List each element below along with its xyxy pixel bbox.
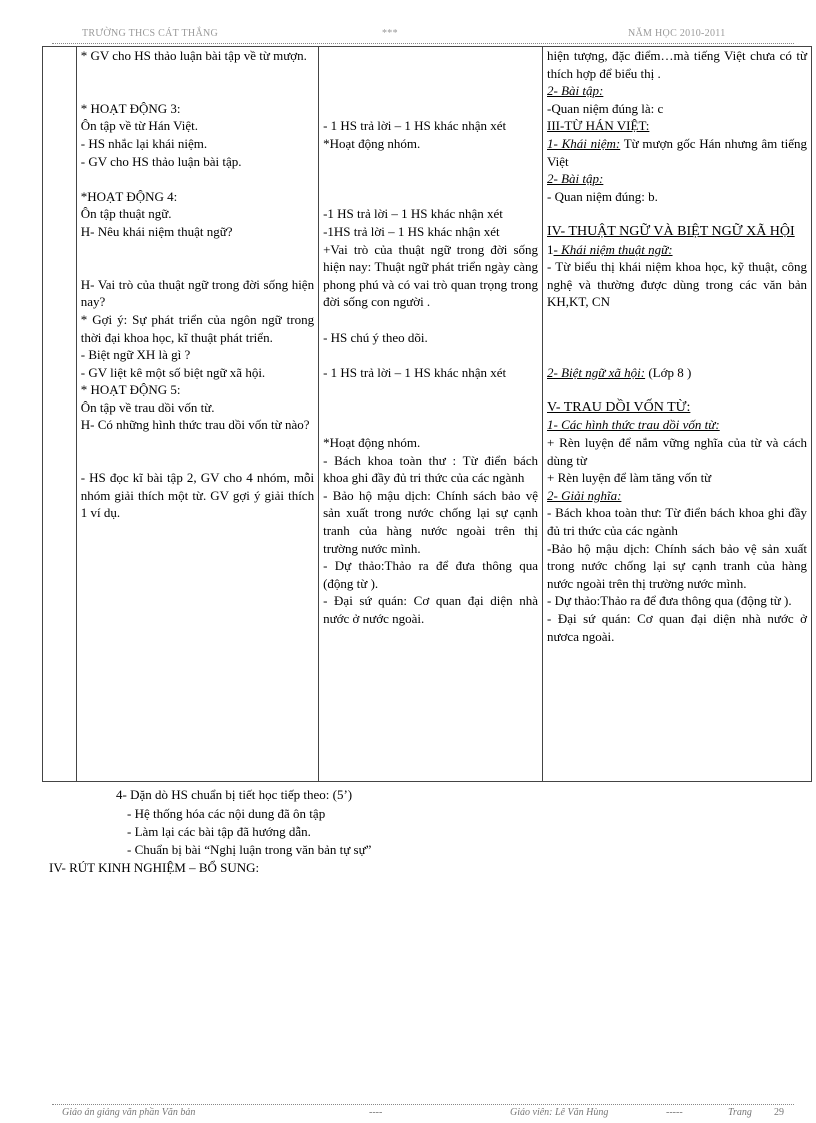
list-item: Ôn tập về trau dồi vốn từ.: [80, 399, 215, 415]
page-number: 29: [774, 1107, 784, 1118]
list-item: -Quan niệm đúng là: c: [547, 100, 664, 116]
table-row: [43, 47, 812, 782]
list-item: -1HS trả lời – 1 HS khác nhận xét: [323, 223, 500, 239]
list-item: - Bách khoa toàn thư: Từ điển bách khoa ghi đầy đủ tri thức của các ngành: [547, 505, 807, 539]
footer-divider: [52, 1104, 794, 1105]
list-item: - Chuẩn bị bài “Nghị luận trong văn bản tự sự”: [127, 842, 372, 857]
question: - Biệt ngữ XH là gì ?: [80, 347, 191, 363]
list-item: [547, 135, 807, 170]
activity-heading: * HOẠT ĐỘNG 5:: [80, 382, 181, 398]
question: H- Có những hình thức trau dồi vốn từ nào?: [80, 417, 310, 433]
teacher-activity-cell: [76, 47, 318, 782]
list-item: - 1 HS trả lời – 1 HS khác nhận xét: [323, 364, 507, 380]
list-item: - 1 HS trả lời – 1 HS khác nhận xét: [323, 118, 507, 134]
question: H- Vai trò của thuật ngữ trong đời sống hiện nay?: [80, 276, 315, 310]
subheading: 2- Bài tập:: [547, 171, 604, 187]
list-item: - Đại sứ quán: Cơ quan đại diện nhà nước ở nươca ngoài.: [547, 611, 807, 644]
footer-page-label: Trang: [728, 1107, 752, 1118]
subheading: 2- Biệt ngữ xã hội:: [547, 364, 646, 380]
footer-teacher: Giáo viên: Lê Văn Hùng: [510, 1107, 609, 1118]
page-header: [60, 28, 790, 44]
list-item: - Từ biểu thị khái niệm khoa học, kỹ thuật, công nghệ và thường được dùng trong các văn bản KH,KT, CN: [547, 259, 807, 310]
activity-heading: * HOẠT ĐỘNG 3:: [80, 100, 181, 116]
footer-dash: ----: [369, 1107, 383, 1118]
list-item: + Rèn luyện để nắm vững nghĩa của từ và cách dùng từ: [547, 435, 807, 468]
list-item: - Bảo hộ mậu dịch: Chính sách bảo vệ sản xuất trong nước chống lại sự cạnh tranh của hàng nước ngoài trên thị trường nước mình.: [323, 487, 539, 556]
list-item: - Hệ thống hóa các nội dung đã ôn tập: [127, 806, 326, 821]
list-item: [547, 241, 807, 259]
subheading: 2- Bài tập:: [547, 83, 604, 99]
subheading: 2- Giải nghĩa:: [547, 487, 622, 503]
hint: * Gợi ý: Sự phát triển của ngôn ngữ trong thời đại khoa học, kĩ thuật phát triển.: [80, 311, 315, 345]
homework-title: 4- Dặn dò HS chuẩn bị tiết học tiếp theo: (5’): [116, 787, 353, 802]
subheading: 1- Khái niệm:: [547, 135, 621, 151]
page-footer: [60, 1107, 790, 1121]
subheading-number: 1: [547, 241, 554, 257]
list-item: - HS đọc kĩ bài tập 2, GV cho 4 nhóm, mỗi nhóm giải thích một từ. GV gợi ý giải thích 1 ví dụ.: [80, 470, 315, 521]
list-item: +Vai trò của thuật ngữ trong đời sống hiện nay: Thuật ngữ phát triển ngày càng phong phú và có vai trò quan trọng trong đời sống con người .: [323, 241, 539, 310]
school-year: NĂM HỌC 2010-2011: [628, 28, 726, 39]
header-stars: ***: [382, 28, 398, 39]
section-heading: III-TỪ HÁN VIỆT:: [547, 118, 650, 134]
footer-title: Giáo án giảng văn phần Văn bản: [62, 1107, 196, 1118]
list-item: - Làm lại các bài tập đã hướng dẫn.: [127, 824, 311, 839]
list-item: - HS chú ý theo dõi.: [323, 329, 428, 345]
section-heading: IV- THUẬT NGỮ VÀ BIỆT NGỮ XÃ HỘI: [547, 223, 795, 239]
student-activity-cell: [319, 47, 543, 782]
list-item: + Rèn luyện để làm tăng vốn từ: [547, 470, 712, 486]
question: H- Nêu khái niệm thuật ngữ?: [80, 223, 233, 239]
list-item: - Quan niệm đúng: b.: [547, 188, 658, 204]
list-item: -1 HS trả lời – 1 HS khác nhận xét: [323, 206, 503, 222]
list-item: *Hoạt động nhóm.: [323, 435, 421, 451]
empty-cell: [43, 47, 77, 782]
section-heading: IV- RÚT KINH NGHIỆM – BỔ SUNG:: [49, 860, 260, 875]
list-item: * GV cho HS thảo luận bài tập về từ mượn.: [80, 48, 307, 63]
definition-text: Từ mượn gốc Hán nhưng âm tiếng Việt: [547, 135, 807, 169]
list-item: Ôn tập về từ Hán Việt.: [80, 118, 198, 134]
subheading: - Khái niệm thuật ngữ:: [553, 241, 673, 257]
list-item: - Dự thảo:Thảo ra để đưa thông qua (động từ ).: [547, 593, 792, 609]
list-item: - GV liệt kê một số biệt ngữ xã hội.: [80, 364, 266, 380]
school-name: TRƯỜNG THCS CÁT THẮNG: [82, 28, 219, 39]
list-item: *Hoạt động nhóm.: [323, 135, 421, 151]
note-text: (Lớp 8 ): [645, 364, 692, 380]
section-heading: V- TRAU DỒI VỐN TỪ:: [547, 399, 691, 415]
list-item: -Bảo hộ mậu dịch: Chính sách bảo vệ sản xuất trong nước chống lại sự cạnh tranh của hàng nước ngoài trên thị trường nước mình.: [547, 540, 807, 591]
subheading: 1- Các hình thức trau dồi vốn từ:: [547, 417, 720, 433]
header-divider: [52, 43, 794, 44]
list-item: hiện tượng, đặc điểm…mà tiếng Việt chưa có từ thích hợp để biểu thị .: [547, 48, 807, 81]
list-item: - GV cho HS thảo luận bài tập.: [80, 153, 242, 169]
list-item: - Bách khoa toàn thư : Từ điển bách khoa ghi đầy đủ tri thức của các ngành: [323, 452, 539, 486]
list-item: - Dự thảo:Thảo ra để đưa thông qua (động từ ).: [323, 558, 539, 591]
content-cell: [543, 47, 812, 782]
activity-heading: *HOẠT ĐỘNG 4:: [80, 188, 178, 204]
list-item: - Đại sứ quán: Cơ quan đại diện nhà nước ở nước ngoài.: [323, 593, 539, 626]
list-item: - HS nhắc lại khái niệm.: [80, 135, 208, 151]
lesson-table: [42, 46, 812, 782]
list-item: Ôn tập thuật ngữ.: [80, 206, 172, 222]
footer-dash: -----: [666, 1107, 683, 1118]
list-item: [547, 364, 807, 382]
